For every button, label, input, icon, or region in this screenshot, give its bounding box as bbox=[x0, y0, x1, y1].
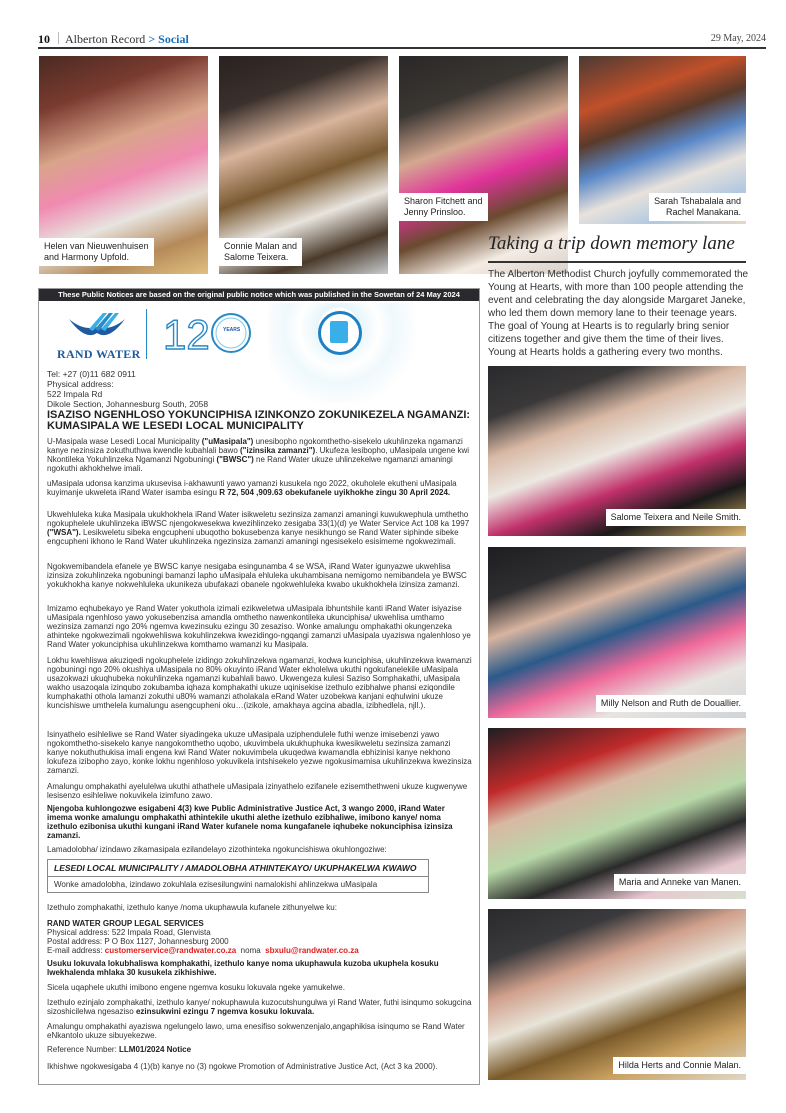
notice-paragraph: Ukwehluleka kuka Masipala ukukhokhela iRand Water isikweletu sezinsiza zamanzi amaningi kuwukwephula umthetho ngokuphelele ukuhlinzeka iBWSC njengokwesekwa kwezihlinzeko zesigaba 33(1)(d) ye Water Service Act 108 ka 1997 ("WSA"). Lesikweletu sibeka engcupheni ubuqotho bokusebenza kanye nesikhungo se Rand Water siphinde sibeke engcupheni ikhono le Rand Water ukuhlinzeka ngezinsiza zamanzi amaningi ngesisekelo esisimeme ngokwezimali. bbox=[47, 510, 470, 546]
contact-details bbox=[47, 369, 208, 409]
publication-date: 29 May, 2024 bbox=[710, 33, 766, 44]
legal-services-block bbox=[47, 919, 472, 955]
brand-name: RAND WATER bbox=[57, 347, 141, 361]
photo-caption: Connie Malan and Salome Teixera. bbox=[219, 238, 302, 266]
anniversary-120-logo bbox=[163, 311, 258, 355]
article-title: Taking a trip down memory lane bbox=[488, 233, 746, 263]
photo-caption: Sharon Fitchett and Jenny Prinsloo. bbox=[399, 193, 488, 221]
svg-text:YEARS: YEARS bbox=[223, 327, 241, 333]
photo-hilda-connie bbox=[488, 909, 746, 1080]
email-link-customerservice[interactable]: customerservice@randwater.co.za bbox=[104, 946, 237, 955]
page-number: 10 bbox=[38, 32, 50, 46]
table-header: LESEDI LOCAL MUNICIPALITY / AMADOLOBHA ATHINTEKAYO/ UKUPHAKELWA KWAWO bbox=[48, 860, 428, 877]
anniversary-120-icon bbox=[163, 311, 258, 355]
article-paragraph: The goal of Young at Hearts is to regularly bring senior citizens together and give them the time of their lives. Young at Hearts holds a gathering every two months. bbox=[488, 321, 730, 358]
email-line: E-mail address: customerservice@randwater.co.za noma sbxulu@randwater.co.za bbox=[47, 946, 359, 955]
notice-paragraph: Isinyathelo esihleliwe se Rand Water siyadingeka ukuze uMasipala uziphendulele futhi wenze imisebenzi yawo ngokomthetho-sisekelo kanye nangokomthetho uqobo, ukuvimbela ukukhuphuka kwesikweletu sezinsiza zamanzi kanye nokuthuthukisa imali engena kwi Rand Water nokuvimbela ukuqedwa kwamandla ebhizinisi kanye nekhono lokufeza izibopho zayo, konke lokhu ngenhloso yokuvikela intshisekelo yezwe ngokusimamisa ukuhlinzekwa kwezinsiza zamanzi. bbox=[47, 730, 472, 775]
notice-paragraph: Ngokwemibandela efanele ye BWSC kanye nesigaba esingunamba 4 se WSA, iRand Water igunyazwe ukwehlisa izinsiza zokuhlinzeka ngobuningi bamanzi lapho uMasipala ehluleka ukuhambisana nemigomo nemibandela ye BWSC yokukhokha kanye nokwehluleka ukunikeza ubufakazi obanele ngokwehluleka kwabo ukukhokhela izinsiza zamanzi. bbox=[47, 562, 467, 589]
notice-paragraph: Sicela uqaphele ukuthi imibono engene ngemva kosuku lokuvala ngeke yamukelwe. bbox=[47, 983, 345, 992]
address-line: 522 Impala Rd bbox=[47, 389, 103, 399]
notice-paragraph: Amalungu omphakathi ayaziswa ngelungelo lawo, uma enesifiso sokwenzenjalo,angaphikisa isinqumo se Rand Water eNkantolo ukuze sibuyekezwe. bbox=[47, 1022, 465, 1040]
notice-paragraph-bold: Njengoba kuhlongozwe esigabeni 4(3) kwe Public Administrative Justice Act, 3 wangо 2000, iRand Water imema wonke amalungu omphakathi athintekile ukuthi alethe izethulo ezibhaliwe, imibono kanye/ noma izethulo ezibonisa ukuthi kungani iRand Water kufanele noma kungafanele iqhubeke nokunciphisa izinsiza zamanzi. bbox=[47, 804, 453, 840]
document-checklist-icon bbox=[318, 311, 362, 355]
photo-caption: Maria and Anneke van Manen. bbox=[614, 874, 746, 891]
notice-banner: These Public Notices are based on the original public notice which was published in the Sowetan of 24 May 2024 bbox=[39, 289, 479, 301]
address-line: Dikole Section, Johannesburg South, 2058 bbox=[47, 399, 209, 409]
photo-connie-salome bbox=[219, 56, 388, 274]
legal-physical-address: Physical address: 522 Impala Road, Glenvista bbox=[47, 928, 211, 937]
decorative-dot-pattern bbox=[269, 303, 479, 403]
water-wave-icon bbox=[67, 311, 127, 343]
photo-caption: Helen van Nieuwenhuisen and Harmony Upfold. bbox=[39, 238, 154, 266]
article-body bbox=[488, 268, 750, 359]
notice-paragraph: Ikhishwe ngokwesigaba 4 (1)(b) kanye no (3) ngokwe Promotion of Administrative Justice Act, (Act 3 ka 2000). bbox=[47, 1062, 438, 1071]
breadcrumb-separator: > bbox=[145, 32, 159, 46]
address-label: Physical address: bbox=[47, 379, 114, 389]
page-header bbox=[38, 30, 766, 49]
section-name: Social bbox=[158, 32, 189, 46]
notice-paragraph: Imizamo eqhubekayo ye Rand Water yokuthola izimali ezikweletwa uMasipala ibhuntshile kanti iRand Water isiyazise uMasipala ngenhloso yawo yokusebenzisa amandla omthetho nawenkontileka ukunciphisa/ ukwehlisa umthamo wezinsiza zamanzi ngo 20% ngemva kwezinsuku ezingu 30 zesaziso. Wonke amalungu omphakathi okungenzeka athinteke ngokwezimali ngokwehliswa kokuhlinzekwa kwezidingo-ngqangi zamanzi uMasipala uyaziswa ngalenhloso ye Rand Water yokunciphisa ukuhlinzekwa komthamo wamanzi ku Masipala. bbox=[47, 604, 471, 649]
email-link-sbxulu[interactable]: sbxulu@randwater.co.za bbox=[265, 946, 359, 955]
svg-text:12: 12 bbox=[163, 311, 210, 355]
photo-helen-harmony bbox=[39, 56, 208, 274]
publication-breadcrumb bbox=[65, 32, 189, 47]
legal-services-title: RAND WATER GROUP LEGAL SERVICES bbox=[47, 919, 204, 928]
notice-paragraph: Lamadolobha/ izindawo zikamasipala ezilandelayo zizothinteka ngokuncishiswa okuhlongoziwe: bbox=[47, 845, 387, 854]
reference-number: Reference Number: LLM01/2024 Notice bbox=[47, 1045, 192, 1054]
photo-salome-neile bbox=[488, 366, 746, 536]
publication-name: Alberton Record bbox=[65, 32, 146, 46]
photo-milly-ruth bbox=[488, 547, 746, 718]
photo-caption: Sarah Tshabalala and Rachel Manakana. bbox=[649, 193, 746, 221]
photo-maria-anneke bbox=[488, 728, 746, 899]
photo-sarah-rachel bbox=[579, 56, 746, 224]
article-paragraph: The Alberton Methodist Church joyfully commemorated the Young at Hearts, with more than 100 people attending the event and celebrating the day alongside Margaret Janeke, who led them down memory lane to their teenage years. bbox=[488, 269, 749, 319]
photo-caption: Salome Teixera and Neile Smith. bbox=[606, 509, 746, 526]
table-row: Wonke amadolobha, izindawo zokuhlala ezisesilungwini namalokishi ahlinzekwa uMasipala bbox=[54, 880, 378, 889]
logo-divider bbox=[146, 309, 147, 359]
public-notice bbox=[38, 288, 480, 1085]
notice-paragraph: Izethulo ezinjalo zomphakathi, izethulo kanye/ nokuphawula kuzocutshungulwa yi Rand Water, futhi isinqumo sokugcina sizoshicilelwa ngesaziso ezinsukwini ezingu 7 ngemva kosuku lokuvala. bbox=[47, 998, 472, 1016]
notice-heading: ISAZISO NGENHLOSO YOKUNCIPHISA IZINKONZO ZOKUNIKEZELA NGAMANZI: KUMASIPALA WE LESEDI LOCAL MUNICIPALITY bbox=[47, 409, 471, 432]
rand-water-logo bbox=[57, 311, 141, 363]
header-divider bbox=[58, 32, 59, 44]
photo-caption: Hilda Herts and Connie Malan. bbox=[613, 1057, 746, 1074]
municipality-table bbox=[47, 859, 429, 893]
notice-paragraph: Lokhu kwehliswa akuziqedi ngokuphelele izidingo zokuhlinzekwa ngamanzi, kodwa kunciphisa, ukuhlinzekwa kwamanzi ngobuningi ngo 20% okushiya uMasipala no 80% okuyinto iRand Water ekholelwa ukuthi ngokufanelekile uMasipala usazokwazi ukuqhubeka nokuhlinzeka ngamanzi kubahlali bawo. Ukwengeza kulesi Saziso Somphakathi, uMasipala wakho usazoqala izinqubo zokubamba iqhaza komphakathi ukuze uqinisekise izethulo ezibhalwe phansi eziqondile kumphakathi otholа lamanzi zokuthi u80% wamanzi atholakala eRand Water uzobekwa kanjani eqhulwini ukuze kuncishiswe umthelela kumalungu asengcupheni oku…(izikole, amakhaya agcina abadla, izibhedlela, njll.). bbox=[47, 656, 472, 710]
notice-paragraph: U-Masipala wase Lesedi Local Municipality ("uMasipala") unesibopho ngokomthetho-sisekelo ukuhlinzeka ngamanzi kanye nezinsiza zokuthuthwa kwendle kubahlali bawo ("izinsika zamanzi"). Ukufeza lesibopho, uMasipala ungene kwi Nkontileka Yokuhlinzeka Ngamanzi Ngobuningi ("BWSC") ne Rand Water ukuze uhlinzekelwe ngamanzi amaningi ngokuthi akhokhelwe imali. bbox=[47, 437, 470, 473]
notice-paragraph-bold: Usuku lokuvala lokubhaliswa komphakathi, izethulo kanye noma ukuphawula kuzoba ukuphela kosuku lwekhalenda mhlaka 30 kusukela zikhishiwe. bbox=[47, 959, 439, 977]
photo-caption: Milly Nelson and Ruth de Douallier. bbox=[596, 695, 746, 712]
telephone: Tel: +27 (0)11 682 0911 bbox=[47, 369, 136, 379]
legal-postal-address: Postal address: P O Box 1127, Johannesburg 2000 bbox=[47, 937, 229, 946]
notice-paragraph: Amalungu omphakathi ayelulelwa ukuthi athathele uMasipala izinyathelo ezifanele ezisemthethweni ukuze kugwenywe lesisenzo esihleliwe nokuvikela izimfuno zawo. bbox=[47, 782, 468, 800]
notice-paragraph: Izethulo zomphakathi, izethulo kanye /noma ukuphawula kufanele zithunyelwe ku: bbox=[47, 903, 337, 912]
notice-paragraph: uMasipala udonsa kanzima ukusevisa i-akhawunti yawo yamanzi kusukela ngo 2022, okuholele ekutheni uMasipala kuyimanje ukweleta iRand Water isamba esingu R 72, 504 ,909.63 obekufanele uyikhokhe zingu 30 April 2024. bbox=[47, 479, 457, 497]
